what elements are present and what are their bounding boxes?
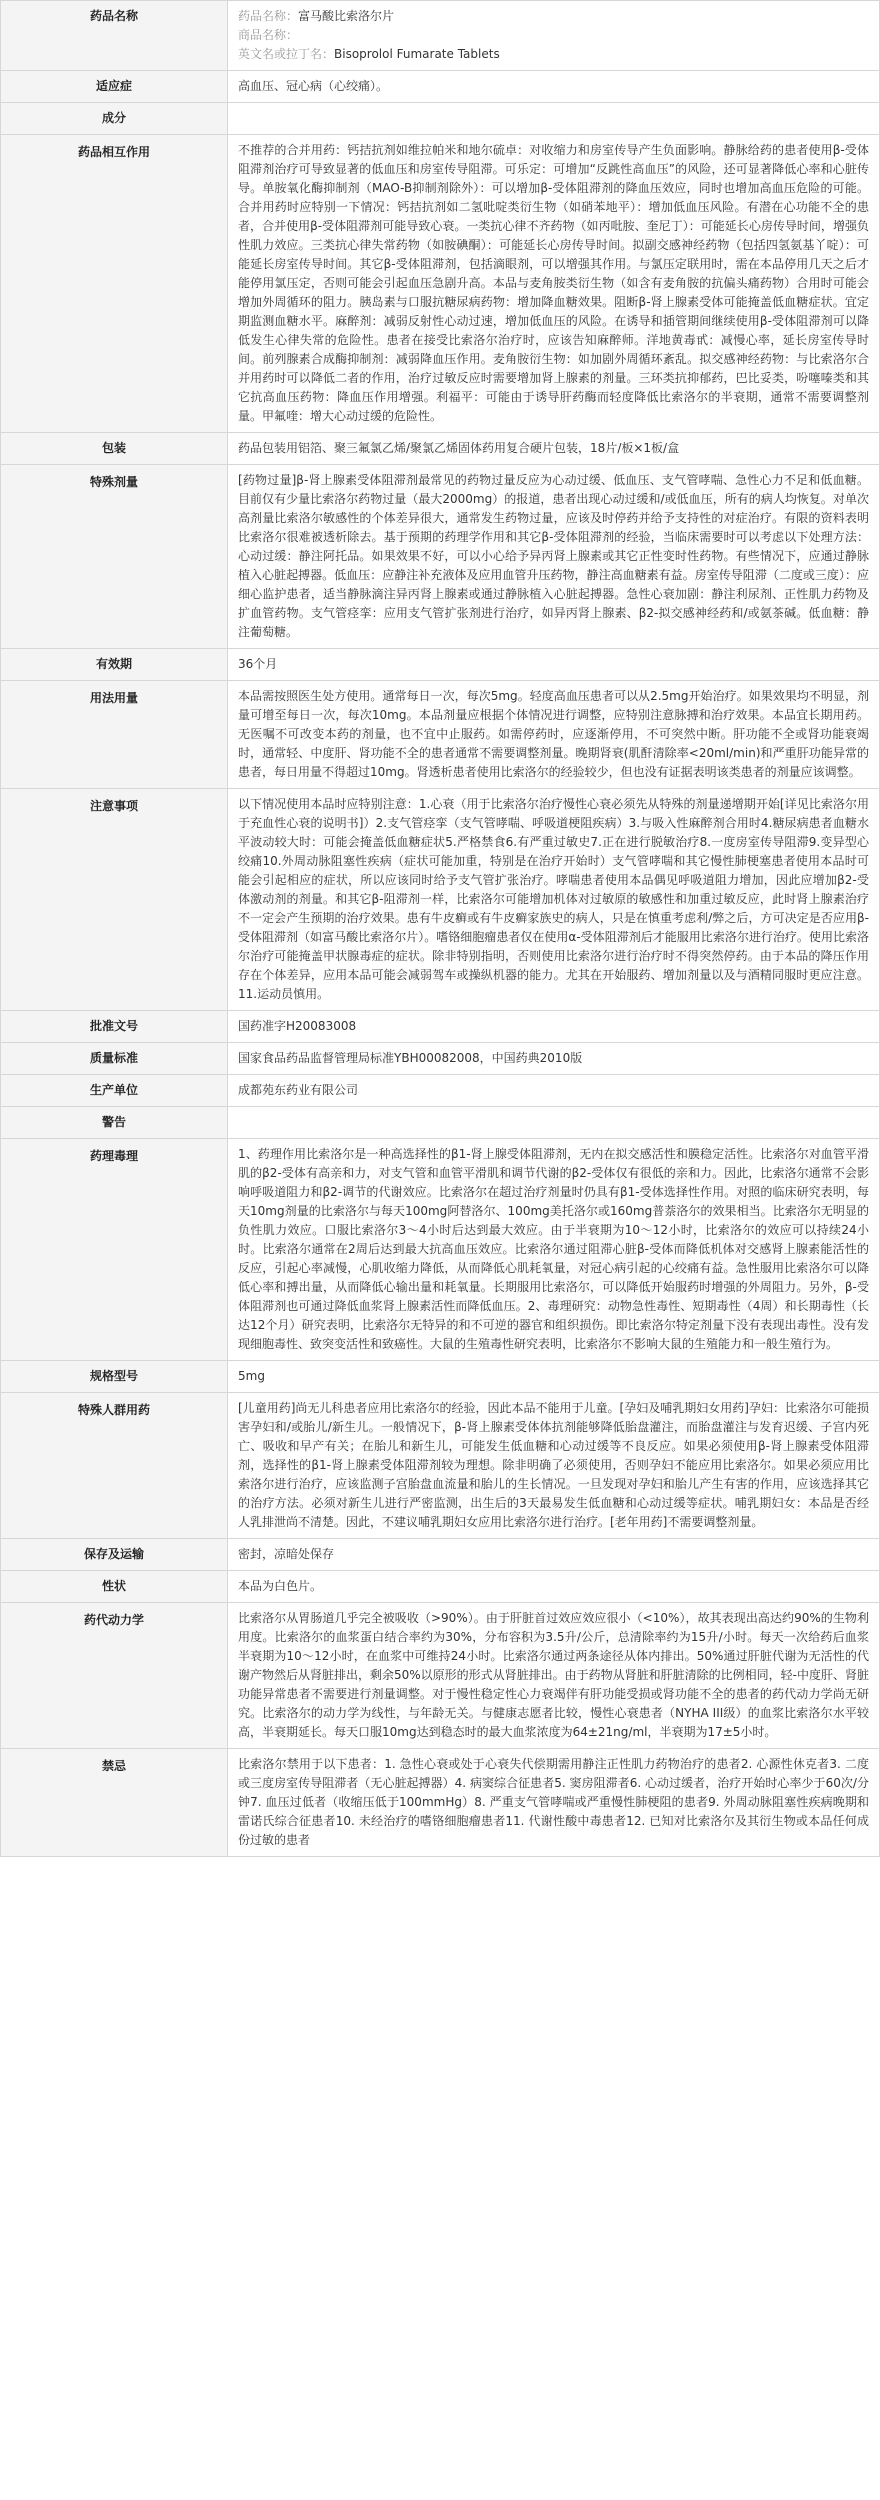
label-indication: 适应症 <box>1 71 228 103</box>
english-name-value: Bisoprolol Fumarate Tablets <box>334 47 500 61</box>
value-pharmacology: 1、药理作用比索洛尔是一种高选择性的β1-肾上腺受体阻滞剂，无内在拟交感活性和膜稳定活性。比索洛尔对血管平滑肌的β2-受体有高亲和力，对支气管和血管平滑肌和调节代谢的β2-受体仅有很低的亲和力。因此，比索洛尔通常不会影响呼吸道阻力和β2-调节的代谢效应。比索洛尔在超过治疗剂量时仍具有β1-受体选择性作用。对照的临床研究表明，每天10mg剂量的比索洛尔与每天100mg阿替洛尔、100mg美托洛尔或160mg普萘洛尔的效果相当。比索洛尔无明显的负性肌力效应。口服比索洛尔3～4小时后达到最大效应。由于半衰期为10～12小时，比索洛尔的效应可以持续24小时。比索洛尔通常在2周后达到最大抗高血压效应。比索洛尔通过阻滞心脏β-受体而降低机体对交感肾上腺素能活性的反应，引起心率减慢，心肌收缩力降低，从而降低心肌耗氧量，对冠心病引起的心绞痛有益。急性服用比索洛尔可以降低心率和搏出量，从而降低心输出量和耗氧量。长期服用比索洛尔，可以降低开始服药时增强的外周阻力。另外，β-受体阻滞剂也可通过降低血浆肾上腺素活性而降低血压。2、毒理研究：动物急性毒性、短期毒性（4周）和长期毒性（长达12个月）研究表明，比索洛尔无特异的和不可逆的器官和组织损伤。即比索洛尔特定剂量下没有表现出毒性。没有发现细胞毒性、致突变活性和致癌性。大鼠的生殖毒性研究表明，比索洛尔不影响大鼠的生殖能力和一般生殖行为。 <box>228 1139 880 1361</box>
generic-name-line <box>238 7 869 26</box>
row-storage <box>1 1539 880 1571</box>
value-special-population: [儿童用药]尚无儿科患者应用比索洛尔的经验，因此本品不能用于儿童。[孕妇及哺乳期妇女用药]孕妇：比索洛尔可能损害孕妇和/或胎儿/新生儿。一般情况下，β-肾上腺素受体体抗剂能够降低胎盘灌注，而胎盘灌注与发育迟缓、子宫内死亡、吸收和早产有关；在胎儿和新生儿，可能发生低血糖和心动过缓等不良反应。如果必须使用β-肾上腺素受体阻滞剂，选择性的β1-肾上腺素受体阻滞剂较为理想。除非明确了必须使用，否则孕妇不能应用比索洛尔。如果必须应用比索洛尔进行治疗，应该监测子宫胎盘血流量和胎儿的生长情况。一旦发现对孕妇和胎儿产生有害的作用，应该选择其它的治疗方法。必须对新生儿进行严密监测，出生后的3天最易发生低血糖和心动过缓等症状。哺乳期妇女：本品是否经人乳排泄尚不清楚。因此，不建议哺乳期妇女应用比索洛尔进行治疗。[老年用药]不需要调整剂量。 <box>228 1393 880 1539</box>
row-interaction <box>1 135 880 433</box>
row-precautions <box>1 789 880 1011</box>
label-pharmacology: 药理毒理 <box>1 1139 228 1361</box>
value-warning <box>228 1107 880 1139</box>
row-warning <box>1 1107 880 1139</box>
value-precautions: 以下情况使用本品时应特别注意：1.心衰（用于比索洛尔治疗慢性心衰必须先从特殊的剂量递增期开始[详见比索洛尔用于充血性心衰的说明书]）2.支气管痉挛（支气管哮喘、呼吸道梗阻疾病）3.与吸入性麻醉剂合用时4.糖尿病患者血糖水平波动较大时：可能会掩盖低血糖症状5.严格禁食6.有严重过敏史7.正在进行脱敏治疗8.一度房室传导阻滞9.变异型心绞痛10.外周动脉阻塞性疾病（症状可能加重，特别是在治疗开始时）支气管哮喘和其它慢性肺梗塞患者使用本品时可能会引起相应的症状，所以应该同时给予支气管扩张治疗。哮喘患者使用本品偶见呼吸道阻力增加，因此应增加β2-受体激动剂的剂量。和其它β-阻滞剂一样，比索洛尔可能增加机体对过敏原的敏感性和加重过敏反应，此时肾上腺素治疗不一定会产生预期的治疗效果。患有牛皮癣或有牛皮癣家族史的病人，只是在慎重考虑利/弊之后，方可决定是否应用β-受体阻滞剂（如富马酸比索洛尔片）。嗜铬细胞瘤患者仅在使用α-受体阻滞剂后才能服用比索洛尔进行治疗。使用比索洛尔治疗可能掩盖甲状腺毒症的症状。除非特别指明，否则使用比索洛尔进行治疗时不得突然停药。由于本品的降压作用存在个体差异，应用本品可能会减弱驾车或操纵机器的能力。尤其在开始服药、增加剂量以及与酒精同服时更应注意。11.运动员慎用。 <box>228 789 880 1011</box>
label-package: 包装 <box>1 433 228 465</box>
row-composition <box>1 103 880 135</box>
label-interaction: 药品相互作用 <box>1 135 228 433</box>
row-spec <box>1 1361 880 1393</box>
label-usage: 用法用量 <box>1 681 228 789</box>
value-name <box>228 1 880 71</box>
trade-name-key: 商品名称： <box>238 28 299 42</box>
value-composition <box>228 103 880 135</box>
label-manufacturer: 生产单位 <box>1 1075 228 1107</box>
trade-name-line <box>238 26 869 45</box>
value-manufacturer: 成都苑东药业有限公司 <box>228 1075 880 1107</box>
label-pharmacokinetics: 药代动力学 <box>1 1603 228 1749</box>
label-dosage-special: 特殊剂量 <box>1 465 228 649</box>
value-storage: 密封，凉暗处保存 <box>228 1539 880 1571</box>
label-approval: 批准文号 <box>1 1011 228 1043</box>
row-approval <box>1 1011 880 1043</box>
label-special-population: 特殊人群用药 <box>1 1393 228 1539</box>
english-name-key: 英文名或拉丁名： <box>238 47 335 61</box>
generic-name-value: 富马酸比索洛尔片 <box>298 9 395 23</box>
value-contraindication: 比索洛尔禁用于以下患者：1. 急性心衰或处于心衰失代偿期需用静注正性肌力药物治疗的患者2. 心源性休克者3. 二度或三度房室传导阻滞者（无心脏起搏器）4. 病窦综合征患者5. 窦房阻滞者6. 心动过缓者，治疗开始时心率少于60次/分钟7. 血压过低者（收缩压低于100mmHg）8. 严重支气管哮喘或严重慢性肺梗阻的患者9. 外周动脉阻塞性疾病晚期和雷诺氏综合征患者10. 未经治疗的嗜铬细胞瘤患者11. 代谢性酸中毒患者12. 已知对比索洛尔及其衍生物或本品任何成份过敏的患者 <box>228 1749 880 1857</box>
label-validity: 有效期 <box>1 649 228 681</box>
label-name: 药品名称 <box>1 1 228 71</box>
value-property: 本品为白色片。 <box>228 1571 880 1603</box>
label-property: 性状 <box>1 1571 228 1603</box>
label-precautions: 注意事项 <box>1 789 228 1011</box>
value-validity: 36个月 <box>228 649 880 681</box>
label-spec: 规格型号 <box>1 1361 228 1393</box>
row-name <box>1 1 880 71</box>
row-usage <box>1 681 880 789</box>
value-approval: 国药准字H20083008 <box>228 1011 880 1043</box>
value-indication: 高血压、冠心病（心绞痛）。 <box>228 71 880 103</box>
row-pharmacology <box>1 1139 880 1361</box>
row-standard <box>1 1043 880 1075</box>
value-spec: 5mg <box>228 1361 880 1393</box>
label-storage: 保存及运输 <box>1 1539 228 1571</box>
row-validity <box>1 649 880 681</box>
label-warning: 警告 <box>1 1107 228 1139</box>
row-contraindication <box>1 1749 880 1857</box>
row-property <box>1 1571 880 1603</box>
value-package: 药品包装用铝箔、聚三氟氯乙烯/聚氯乙烯固体药用复合硬片包装，18片/板×1板/盒 <box>228 433 880 465</box>
row-pharmacokinetics <box>1 1603 880 1749</box>
row-manufacturer <box>1 1075 880 1107</box>
row-dosage-special <box>1 465 880 649</box>
label-standard: 质量标准 <box>1 1043 228 1075</box>
english-name-line <box>238 45 869 64</box>
row-indication <box>1 71 880 103</box>
value-dosage-special: [药物过量]β-肾上腺素受体阻滞剂最常见的药物过量反应为心动过缓、低血压、支气管哮喘、急性心力不足和低血糖。目前仅有少量比索洛尔药物过量（最大2000mg）的报道，患者出现心动过缓和/或低血压，所有的病人均恢复。对单次高剂量比索洛尔敏感性的个体差异很大，通常发生药物过量，应该及时停药并给予支持性的对症治疗。有限的资料表明比索洛尔很难被透析除去。基于预期的药理学作用和其它β-受体阻滞剂的经验，当临床需要时可以考虑以下处理方法：心动过缓：静注阿托品。如果效果不好，可以小心给予异丙肾上腺素或其它正性变时性药物。有些情况下，应通过静脉植入心脏起搏器。低血压：应静注补充液体及应用血管升压药物，静注高血糖素有益。房室传导阻滞（二度或三度）：应细心监护患者，适当静脉滴注异丙肾上腺素或通过静脉植入心脏起搏器。急性心衰加剧：静注利尿剂、正性肌力药物及扩血管药物。支气管痉挛：应用支气管扩张剂进行治疗，如异丙肾上腺素、β2-拟交感神经药和/或氨茶碱。低血糖：静注葡萄糖。 <box>228 465 880 649</box>
label-contraindication: 禁忌 <box>1 1749 228 1857</box>
row-special-population <box>1 1393 880 1539</box>
label-composition: 成分 <box>1 103 228 135</box>
value-interaction: 不推荐的合并用药：钙拮抗剂如维拉帕米和地尔硫卓：对收缩力和房室传导产生负面影响。静脉给药的患者使用β-受体阻滞剂治疗可导致显著的低血压和房室传导阻滞。可乐定：可增加“反跳性高血压”的风险，还可显著降低心率和心脏传导。单胺氧化酶抑制剂（MAO-B抑制剂除外）：可以增加β-受体阻滞剂的降血压效应，同时也增加高血压危险的可能。合并用药时应特别一下情况：钙拮抗剂如二氢吡啶类衍生物（如硝苯地平）：增加低血压风险。有潜在心功能不全的患者，合并使用β-受体阻滞剂可能导致心衰。一类抗心律不齐药物（如丙吡胺、奎尼丁）：可能延长心房传导时间，增强负性肌力效应。三类抗心律失常药物（如胺碘酮）：可能延长心房传导时间。拟副交感神经药物（包括四氢氨基丫啶）：可能延长房室传导时间。其它β-受体阻滞剂，包括滴眼剂，可以增强其作用。与氯压定联用时，需在本品停用几天之后才能停用氯压定，否则可能会引起血压急剧升高。本品与麦角胺类衍生物（如含有麦角胺的抗偏头痛药物）合用时可能会增加外周循环的阻力。胰岛素与口服抗糖尿病药物：增加降血糖效果。阻断β-肾上腺素受体可能掩盖低血糖症状。宜定期监测血糖水平。麻醉剂：减弱反射性心动过速，增加低血压的风险。在诱导和插管期间继续使用β-受体阻滞剂可以降低发生心律失常的危险性。患者在接受比索洛尔治疗时，应该告知麻醉师。洋地黄毒甙：减慢心率，延长房室传导时间。前列腺素合成酶抑制剂：减弱降血压作用。麦角胺衍生物：如加剧外周循环紊乱。拟交感神经药物：与比索洛尔合并用药时可以降低二者的作用，治疗过敏反应时需要增加肾上腺素的剂量。三环类抗抑郁药，巴比妥类，吩噻嗪类和其它抗高血压药物：降血压作用增强。利福平：可能由于诱导肝药酶而轻度降低比索洛尔的半衰期，通常不需要调整剂量。甲氟喹：增大心动过缓的危险性。 <box>228 135 880 433</box>
value-pharmacokinetics: 比索洛尔从胃肠道几乎完全被吸收（>90%）。由于肝脏首过效应效应很小（<10%），故其表现出高达约90%的生物利用度。比索洛尔的血浆蛋白结合率约为30%，分布容积为3.5升/公斤，总清除率约为15升/小时。每天一次给药后血浆半衰期为10～12小时，在血浆中可维持24小时。比索洛尔通过两条途径从体内排出。50%通过肝脏代谢为无活性的代谢产物然后从肾脏排出，剩余50%以原形的形式从肾脏排出。由于药物从肾脏和肝脏清除的比例相同，轻-中度肝、肾脏功能异常患者不需要进行剂量调整。对于慢性稳定性心力衰竭伴有肝功能受损或肾功能不全的患者的药代动力学尚无研究。比索洛尔的动力学为线性，与年龄无关。与健康志愿者比较，慢性心衰患者（NYHA III级）的血浆比索洛尔水平较高，半衰期延长。每天口服10mg达到稳态时的最大血浆浓度为64±21ng/ml，半衰期为17±5小时。 <box>228 1603 880 1749</box>
generic-name-key: 药品名称： <box>238 9 299 23</box>
value-usage: 本品需按照医生处方使用。通常每日一次，每次5mg。轻度高血压患者可以从2.5mg开始治疗。如果效果均不明显，剂量可增至每日一次，每次10mg。本品剂量应根据个体情况进行调整，应特别注意脉搏和治疗效果。本品宜长期用药。无医嘱不可改变本药的剂量，也不宜中止服药。如需停药时，应逐渐停用，不可突然中断。肝功能不全或肾功能衰竭时，通常轻、中度肝、肾功能不全的患者通常不需要调整剂量。晚期肾衰(肌酐清除率<20ml/min)和严重肝功能异常的患者，每日用量不得超过10mg。肾透析患者使用比索洛尔的经验较少，但也没有证据表明该类患者的剂量应该调整。 <box>228 681 880 789</box>
row-package <box>1 433 880 465</box>
value-standard: 国家食品药品监督管理局标准YBH00082008，中国药典2010版 <box>228 1043 880 1075</box>
